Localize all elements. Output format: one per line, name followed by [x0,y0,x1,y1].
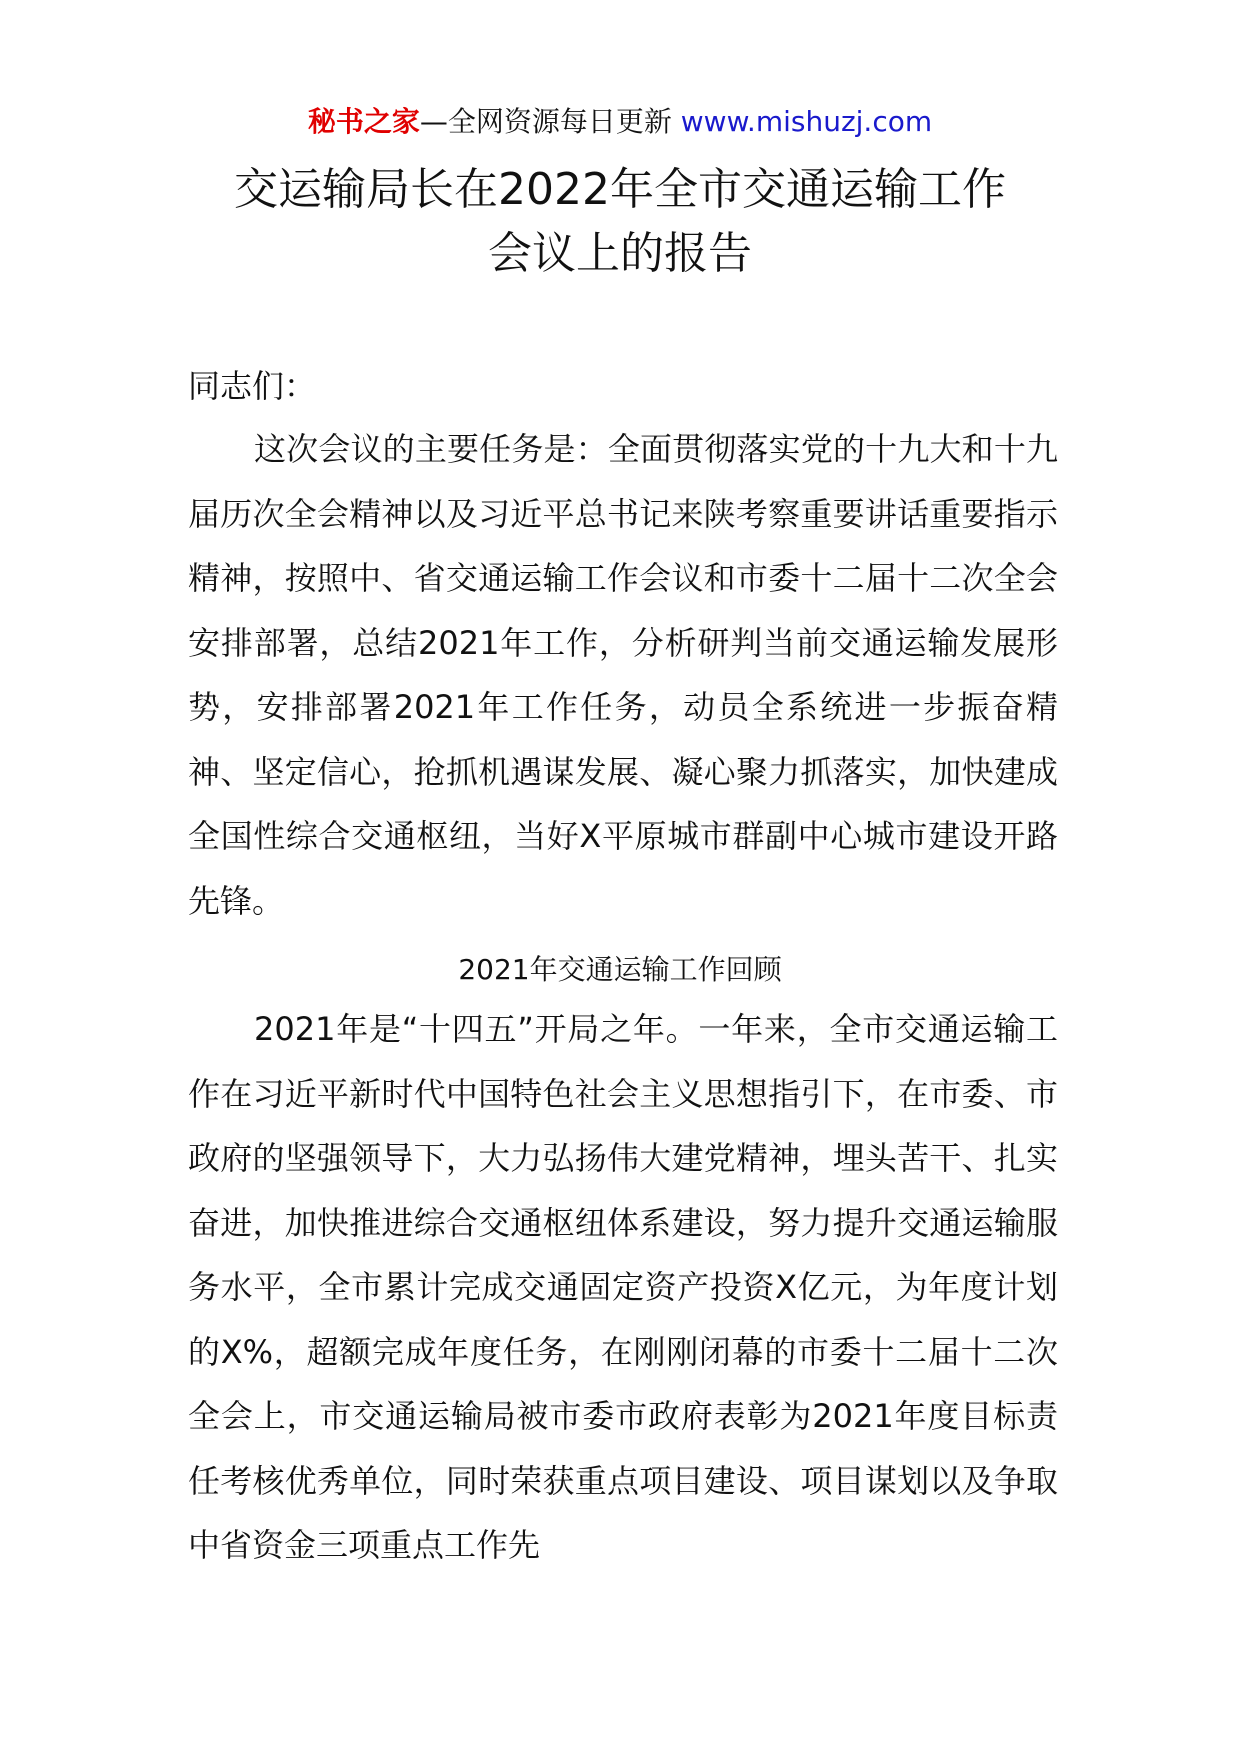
body-paragraph-1-container [188,417,1058,933]
site-header [0,102,1240,142]
body-paragraph-1: 这次会议的主要任务是：全面贯彻落实党的十九大和十九届历次全会精神以及习近平总书记来陕考察重要讲话重要指示精神，按照中、省交通运输工作会议和市委十二届十二次全会安排部署，总结2021年工作，分析研判当前交通运输发展形势，安排部署2021年工作任务，动员全系统进一步振奋精神、坚定信心，抢抓机遇谋发展、凝心聚力抓落实，加快建成全国性综合交通枢纽，当好X平原城市群副中心城市建设开路先锋。 [188,430,1058,920]
body-paragraph-2: 2021年是“十四五”开局之年。一年来，全市交通运输工作在习近平新时代中国特色社会主义思想指引下，在市委、市政府的坚强领导下，大力弘扬伟大建党精神，埋头苦干、扎实奋进，加快推进综合交通枢纽体系建设，努力提升交通运输服务水平，全市累计完成交通固定资产投资X亿元，为年度计划的X%，超额完成年度任务，在刚刚闭幕的市委十二届十二次全会上，市交通运输局被市委市政府表彰为2021年度目标责任考核优秀单位，同时荣获重点项目建设、项目谋划以及争取中省资金三项重点工作先 [188,1010,1058,1564]
salutation: 同志们： [188,367,317,405]
site-tagline: —全网资源每日更新 [419,105,681,138]
title-line-1: 交运输局长在2022年全市交通运输工作 [234,164,1006,215]
site-brand: 秘书之家 [307,105,420,138]
document-title [160,158,1080,286]
title-line-2: 会议上的报告 [488,228,752,279]
body-paragraph-2-container [188,997,1058,1578]
section-heading: 2021年交通运输工作回顾 [458,953,782,986]
site-url-link[interactable]: www.mishuzj.com [680,105,933,138]
